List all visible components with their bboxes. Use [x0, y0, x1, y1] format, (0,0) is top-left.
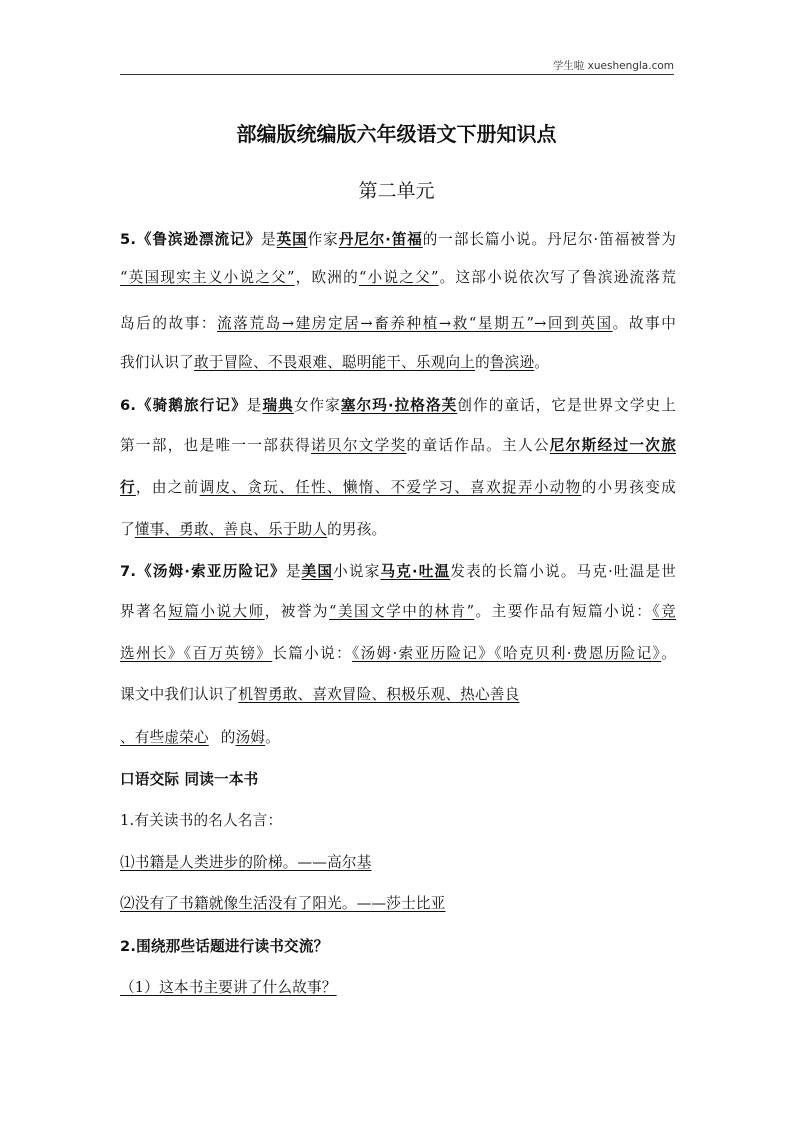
- p6-after-traits: 懂事、勇敢、善良、乐于助人: [134, 521, 328, 538]
- p7-line-5: [120, 726, 676, 747]
- p7-line-4: [120, 683, 676, 704]
- text: 课文中我们认识了: [120, 686, 239, 703]
- text: 。故事中: [612, 315, 676, 332]
- p6-hero-cont: 行: [120, 479, 136, 496]
- p6-before-traits: 调皮、贪玩、任性、懒惰、不爱学习、喜欢捉弄小动物: [199, 479, 582, 496]
- text: ，被誉为: [264, 603, 330, 620]
- p7-hero: 汤姆: [235, 729, 266, 746]
- p7-line-1: [120, 560, 676, 581]
- p5-line-3: [120, 312, 676, 333]
- text: 女作家: [293, 397, 341, 414]
- p7-line-2: [120, 600, 676, 621]
- text: 的小男孩变成: [581, 479, 676, 496]
- quote-text: ⑴书籍是人类进步的阶梯。——高尔基: [120, 854, 372, 871]
- oral-question-2: 2.围绕那些话题进行读书交流？: [120, 938, 329, 955]
- text: 了: [120, 521, 135, 538]
- oral-quote-2: [120, 892, 676, 913]
- p7-traits: 机智勇敢、喜欢冒险、积极乐观、热心善良: [238, 686, 520, 703]
- p5-number: 5.: [120, 231, 137, 248]
- text: 我们认识了: [120, 354, 194, 371]
- p7-line-3: [120, 642, 676, 663]
- p7-country: 美国: [301, 563, 334, 580]
- text: 的: [220, 729, 236, 746]
- p5-country: 英国: [276, 231, 308, 248]
- text: 的: [475, 354, 490, 371]
- text: 。这部小说依次写了鲁滨逊流落荒: [438, 269, 676, 286]
- oral-heading: 口语交际 同读一本书: [120, 771, 259, 788]
- p6-line-2: [120, 434, 676, 455]
- p7-number: 7.: [120, 563, 137, 580]
- text: 岛后的故事：: [120, 315, 218, 332]
- p6-line-4: [120, 518, 676, 539]
- text: 。: [661, 645, 677, 662]
- p5-line-4: [120, 351, 676, 372]
- oral-question-1: 1.有关读书的名人名言：: [120, 812, 283, 829]
- p7-short-works-cont: 选州长》《百万英镑》: [120, 645, 273, 662]
- p5-title-1: “英国现实主义小说之父”: [120, 269, 295, 286]
- oral-quote-1: [120, 851, 676, 872]
- p6-line-1: [120, 394, 676, 415]
- page-title: 部编版统编版六年级语文下册知识点: [236, 122, 557, 146]
- p6-author: 塞尔玛·拉格洛芙: [340, 397, 458, 414]
- text: 。: [534, 354, 550, 371]
- text: 是: [261, 231, 277, 248]
- site-name: 学生啦 xueshengla.com: [552, 60, 674, 72]
- p6-book-title: 《骑鹅旅行记》: [136, 397, 247, 414]
- topic-text: （1）这本书主要讲了什么故事？: [120, 979, 337, 996]
- text: 第一部，也是唯一一部获得: [120, 437, 312, 454]
- p5-story-sequence: 流落荒岛→建房定居→畜养种植→救“星期五”→回到英国: [217, 315, 613, 332]
- text: 的童话作品。主人公: [406, 437, 550, 454]
- p5-line-1: [120, 228, 676, 249]
- unit-subtitle: 第二单元: [358, 180, 435, 202]
- text: ，由之前: [135, 479, 200, 496]
- text: 发表的长篇小说。马克·吐温是世: [450, 563, 677, 580]
- text: 是: [285, 563, 302, 580]
- page-header: [120, 58, 674, 75]
- p7-title: “美国文学中的林肯”: [329, 603, 475, 620]
- p6-country: 瑞典: [262, 397, 294, 414]
- text: 长篇小说：: [272, 645, 353, 662]
- text: 界著名: [120, 603, 169, 620]
- p6-prize: 诺贝尔文学奖: [311, 437, 407, 454]
- text: 作家: [307, 231, 339, 248]
- p6-hero: 尼尔斯经过一次旅: [549, 437, 677, 454]
- text: 创作的童话，它是世界文学史上: [457, 397, 676, 414]
- p7-short-works: 《竞: [652, 603, 676, 620]
- p7-book-title: 《汤姆·索亚历险记》: [136, 563, 286, 580]
- p6-line-3: [120, 476, 676, 497]
- p6-number: 6.: [120, 397, 137, 414]
- oral-topic-1: [120, 976, 676, 997]
- p5-line-2: [120, 266, 676, 287]
- p5-traits: 敢于冒险、不畏艰难、聪明能干、乐观向上: [193, 354, 476, 371]
- text: 的一部长篇小说。丹尼尔·笛福被誉为: [422, 231, 677, 248]
- text: ，欧洲的: [294, 269, 359, 286]
- p5-author: 丹尼尔·笛福: [338, 231, 423, 248]
- p7-author: 马克·吐温: [380, 563, 451, 580]
- text: 小说家: [333, 563, 381, 580]
- p7-long-works: 《汤姆·索亚历险记》《哈克贝利·费恩历险记》: [352, 645, 662, 662]
- p5-title-2: “小说之父”: [358, 269, 439, 286]
- p7-traits-cont: 、有些虚荣心: [120, 729, 209, 746]
- quote-text: ⑵没有了书籍就像生活没有了阳光。——莎士比亚: [120, 895, 446, 912]
- text: 的男孩。: [327, 521, 387, 538]
- text: 。: [265, 729, 280, 746]
- p7-role: 短篇小说大师: [168, 603, 265, 620]
- p5-hero: 鲁滨逊: [489, 354, 535, 371]
- text: 。主要作品有短篇小说：: [474, 603, 653, 620]
- p5-book-title: 《鲁滨逊漂流记》: [136, 231, 262, 248]
- text: 是: [246, 397, 263, 414]
